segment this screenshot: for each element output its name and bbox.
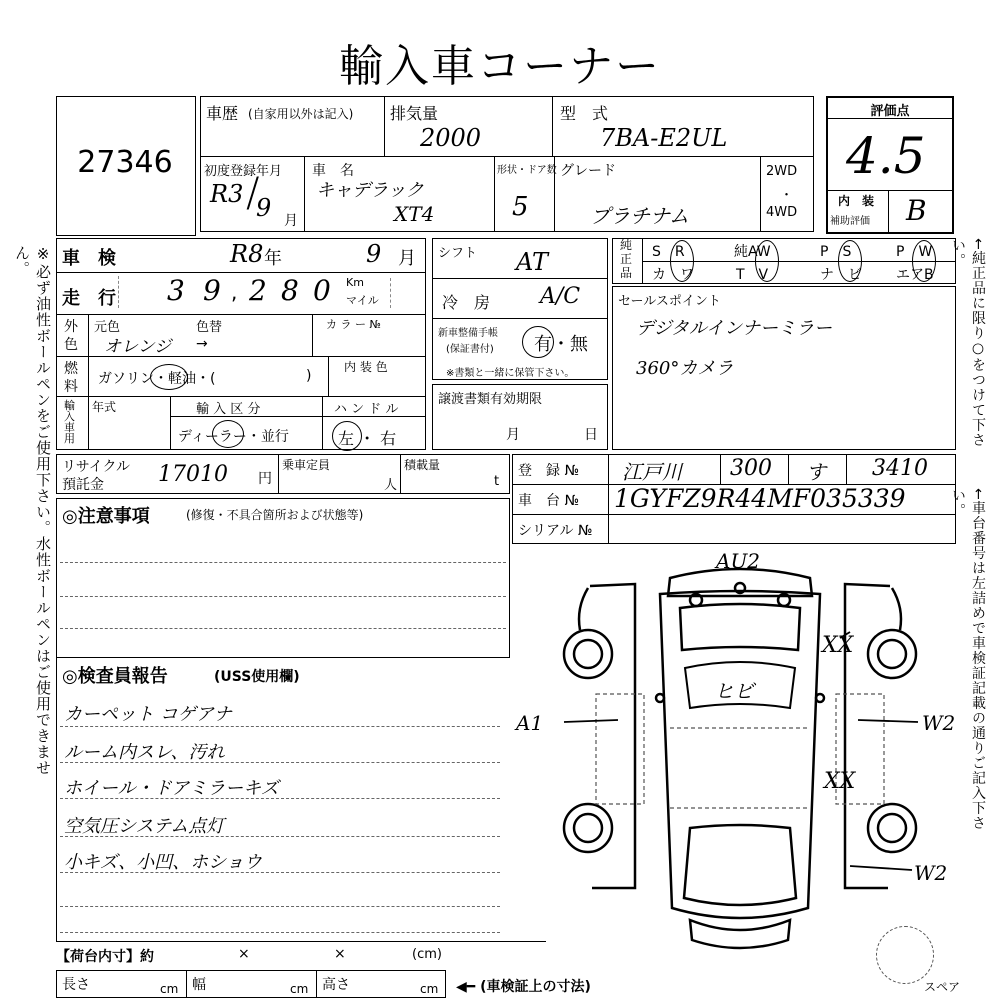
drive-2wd: 2WD	[766, 164, 798, 179]
mileage-label: 走 行	[62, 288, 116, 309]
cargo-x1: ×	[238, 946, 250, 962]
genuine-item: T V	[736, 267, 769, 283]
inspection-month: 9	[366, 240, 382, 268]
import-type-options: ディーラー・並行	[178, 429, 289, 445]
ac-value: A/C	[540, 284, 581, 309]
inspector-report-line: 小キズ、小凹、ホショウ	[64, 852, 262, 873]
chassis-label: 車 台 №	[518, 493, 580, 509]
original-color-label: 元色	[94, 320, 121, 335]
model-label: 型 式	[560, 104, 609, 123]
genuine-circle	[755, 240, 779, 282]
genuine-item: カ ワ	[652, 267, 694, 283]
inspector-report-line: 空気圧システム点灯	[64, 816, 225, 837]
history-label: 車歴	[206, 104, 239, 123]
genuine-circle	[838, 240, 862, 282]
cargo-width-label: 幅	[192, 977, 206, 993]
diagram-mark: XX	[822, 633, 854, 658]
inspector-report-line: ホイール・ドアミラーキズ	[64, 778, 279, 799]
import-label-2: 入	[64, 410, 75, 423]
left-handle-circle	[332, 421, 362, 451]
sales-points-label: セールスポイント	[618, 294, 721, 309]
shift-value: AT	[516, 248, 549, 276]
inspection-month-unit: 月	[398, 248, 416, 269]
page-title: 輸入車コーナー	[339, 41, 661, 92]
maintenance-yes-circle	[522, 326, 554, 358]
diagram-mark: W2	[914, 861, 948, 885]
gasoline-circle	[150, 364, 188, 390]
import-label-3: 車	[64, 421, 75, 434]
lot-number: 27346	[77, 145, 173, 180]
maintenance-note: ※書類と一緒に保管下さい。	[446, 368, 575, 379]
registration-number: 3410	[872, 456, 928, 481]
exterior-color-value: オレンジ	[104, 337, 172, 357]
grade-value: プラチナム	[590, 204, 689, 228]
body-doors-label: 形状・ドア数	[497, 165, 557, 176]
notes-heading-sub: (修復・不具合箇所および状態等)	[186, 508, 364, 522]
color-no-label: カ ラ ー №	[326, 318, 381, 331]
drive-4wd: 4WD	[766, 205, 798, 220]
recycle-unit: 円	[258, 471, 272, 487]
inspection-year-unit: 年	[264, 248, 282, 269]
interior-color-label: 内 装 色	[344, 360, 388, 374]
exterior-color-label-2: 色	[64, 337, 78, 353]
mileage-digit: 0	[313, 274, 331, 307]
notes-heading: ◎注意事項	[62, 506, 150, 527]
mileage-unit-mile: マイル	[346, 294, 379, 307]
cargo-length-label: 長さ	[62, 977, 90, 993]
cargo-note: ◀━ (車検証上の寸法)	[456, 979, 591, 995]
recycle-sub: 預託金	[62, 477, 104, 493]
first-reg-slash: /	[246, 170, 260, 216]
registration-label: 登 録 №	[518, 463, 580, 479]
interior-sub: 補助評価	[830, 216, 870, 227]
history-note: (自家用以外は記入)	[248, 107, 354, 121]
genuine-label-2: 正	[620, 252, 633, 266]
capacity-unit: 人	[384, 478, 398, 493]
cargo-unit: (cm)	[412, 947, 442, 962]
interior-value: B	[906, 194, 927, 227]
cargo-height-label: 高さ	[322, 977, 350, 993]
sales-point-line: デジタルインナーミラー	[636, 318, 833, 339]
fuel-label-1: 燃	[64, 361, 78, 377]
chassis-value: 1GYFZ9R44MF035339	[614, 484, 906, 513]
fuel-options: ガソリン・軽油・(	[98, 371, 216, 387]
ac-label: 冷 房	[442, 293, 491, 312]
dealer-circle	[212, 420, 244, 448]
cargo-label: 【荷台内寸】約	[56, 949, 154, 965]
load-label: 積載量	[404, 458, 441, 472]
capacity-label: 乗車定員	[282, 458, 331, 472]
mileage-digit: 8	[281, 274, 299, 307]
car-name-value: キャデラック	[316, 180, 424, 201]
genuine-circle	[912, 240, 936, 282]
interior-label: 内 装	[838, 194, 875, 208]
inspector-report-heading-sub: (USS使用欄)	[214, 669, 300, 685]
mileage-digit: 9	[203, 274, 221, 307]
cargo-cm: cm	[290, 982, 309, 996]
diagram-mark: ヒビ	[714, 679, 754, 703]
maintenance-sub: (保証書付)	[446, 344, 494, 355]
car-name-value-2: XT4	[394, 202, 435, 226]
maintenance-options: 有・無	[534, 334, 588, 355]
genuine-item: S R	[652, 244, 685, 260]
inspection-year: R8	[230, 240, 264, 268]
import-label-1: 輸	[64, 399, 75, 412]
cargo-x2: ×	[334, 946, 346, 962]
genuine-item: エアB	[896, 267, 934, 283]
recycle-value: 17010	[158, 462, 228, 487]
load-unit: t	[494, 474, 500, 489]
handle-label: ハ ン ド ル	[334, 402, 399, 417]
spare-label: スペア	[924, 980, 961, 994]
displacement-value: 2000	[420, 124, 482, 152]
grade-label: グレード	[560, 163, 616, 179]
exterior-color-label-1: 外	[64, 319, 78, 335]
genuine-circle	[670, 240, 694, 282]
handle-options: 左 ・ 右	[338, 429, 397, 448]
inspection-label: 車 検	[62, 248, 116, 269]
genuine-item: P S	[820, 244, 852, 260]
doors-value: 5	[512, 192, 529, 222]
import-year-label: 年式	[92, 400, 117, 414]
diagram-mark: A1	[516, 711, 544, 735]
maintenance-label: 新車整備手帳	[438, 328, 498, 339]
score-label: 評価点	[870, 104, 910, 119]
side-note-right-genuine: ←純正品に限り○をつけて下さい。	[950, 238, 986, 448]
model-value: 7BA-E2UL	[600, 124, 728, 152]
import-type-label: 輸 入 区 分	[196, 402, 261, 417]
cargo-cm: cm	[160, 982, 179, 996]
mileage-comma: ,	[231, 280, 238, 304]
transfer-month-unit: 月	[506, 427, 520, 443]
first-reg-year: R3	[210, 180, 244, 208]
inspector-report-heading: ◎検査員報告	[62, 666, 168, 687]
mileage-digit: 3	[167, 274, 185, 307]
first-reg-label: 初度登録年月	[204, 164, 283, 179]
score-value: 4.5	[846, 127, 926, 185]
side-note-right-chassis: ←車台番号は左詰めで車検証記載の通りご記入下さい。	[950, 488, 986, 831]
sales-point-line: 360°カメラ	[636, 358, 734, 379]
repaint-label: 色替	[196, 320, 223, 335]
genuine-item: P W	[896, 244, 933, 260]
serial-label: シリアル №	[518, 523, 593, 539]
transfer-docs-label: 譲渡書類有効期限	[438, 392, 543, 407]
genuine-item: ナ ビ	[820, 267, 862, 283]
mileage-digit: 2	[249, 274, 267, 307]
shift-label: シフト	[438, 246, 478, 261]
first-reg-month-unit: 月	[284, 213, 298, 229]
registration-kana: す	[806, 460, 826, 484]
side-note-left: ※必ず油性ボールペンをご使用下さい。水性ボールペンはご使用できません。	[13, 245, 52, 776]
fuel-label-2: 料	[64, 379, 78, 395]
genuine-label-3: 品	[620, 266, 633, 280]
displacement-label: 排気量	[390, 104, 439, 123]
car-diagram	[516, 548, 960, 968]
lot-number-box	[56, 96, 196, 236]
diagram-mark: AU2	[716, 549, 761, 573]
registration-class: 300	[730, 456, 772, 481]
registration-area: 江戸川	[622, 460, 682, 484]
transfer-day-unit: 日	[584, 427, 598, 443]
diagram-mark: XX	[824, 769, 856, 794]
mileage-unit-km: Km	[346, 276, 364, 289]
import-label-4: 用	[64, 432, 75, 445]
genuine-item: 純AW	[734, 244, 771, 260]
mileage-digits	[118, 276, 339, 308]
inspector-report-line: ルーム内スレ、汚れ	[64, 742, 225, 763]
first-reg-month: 9	[256, 194, 272, 222]
inspector-report-line: カーペット コゲアナ	[64, 704, 232, 725]
cargo-cm: cm	[420, 982, 439, 996]
drive-dot: ・	[780, 188, 794, 203]
cargo-dimension-row	[56, 970, 446, 998]
recycle-label: リサイクル	[62, 459, 131, 475]
car-name-label: 車 名	[312, 163, 354, 179]
color-arrow: →	[196, 336, 208, 352]
diagram-mark: W2	[922, 711, 956, 735]
fuel-close: )	[306, 368, 312, 384]
genuine-label-1: 純	[620, 238, 633, 252]
